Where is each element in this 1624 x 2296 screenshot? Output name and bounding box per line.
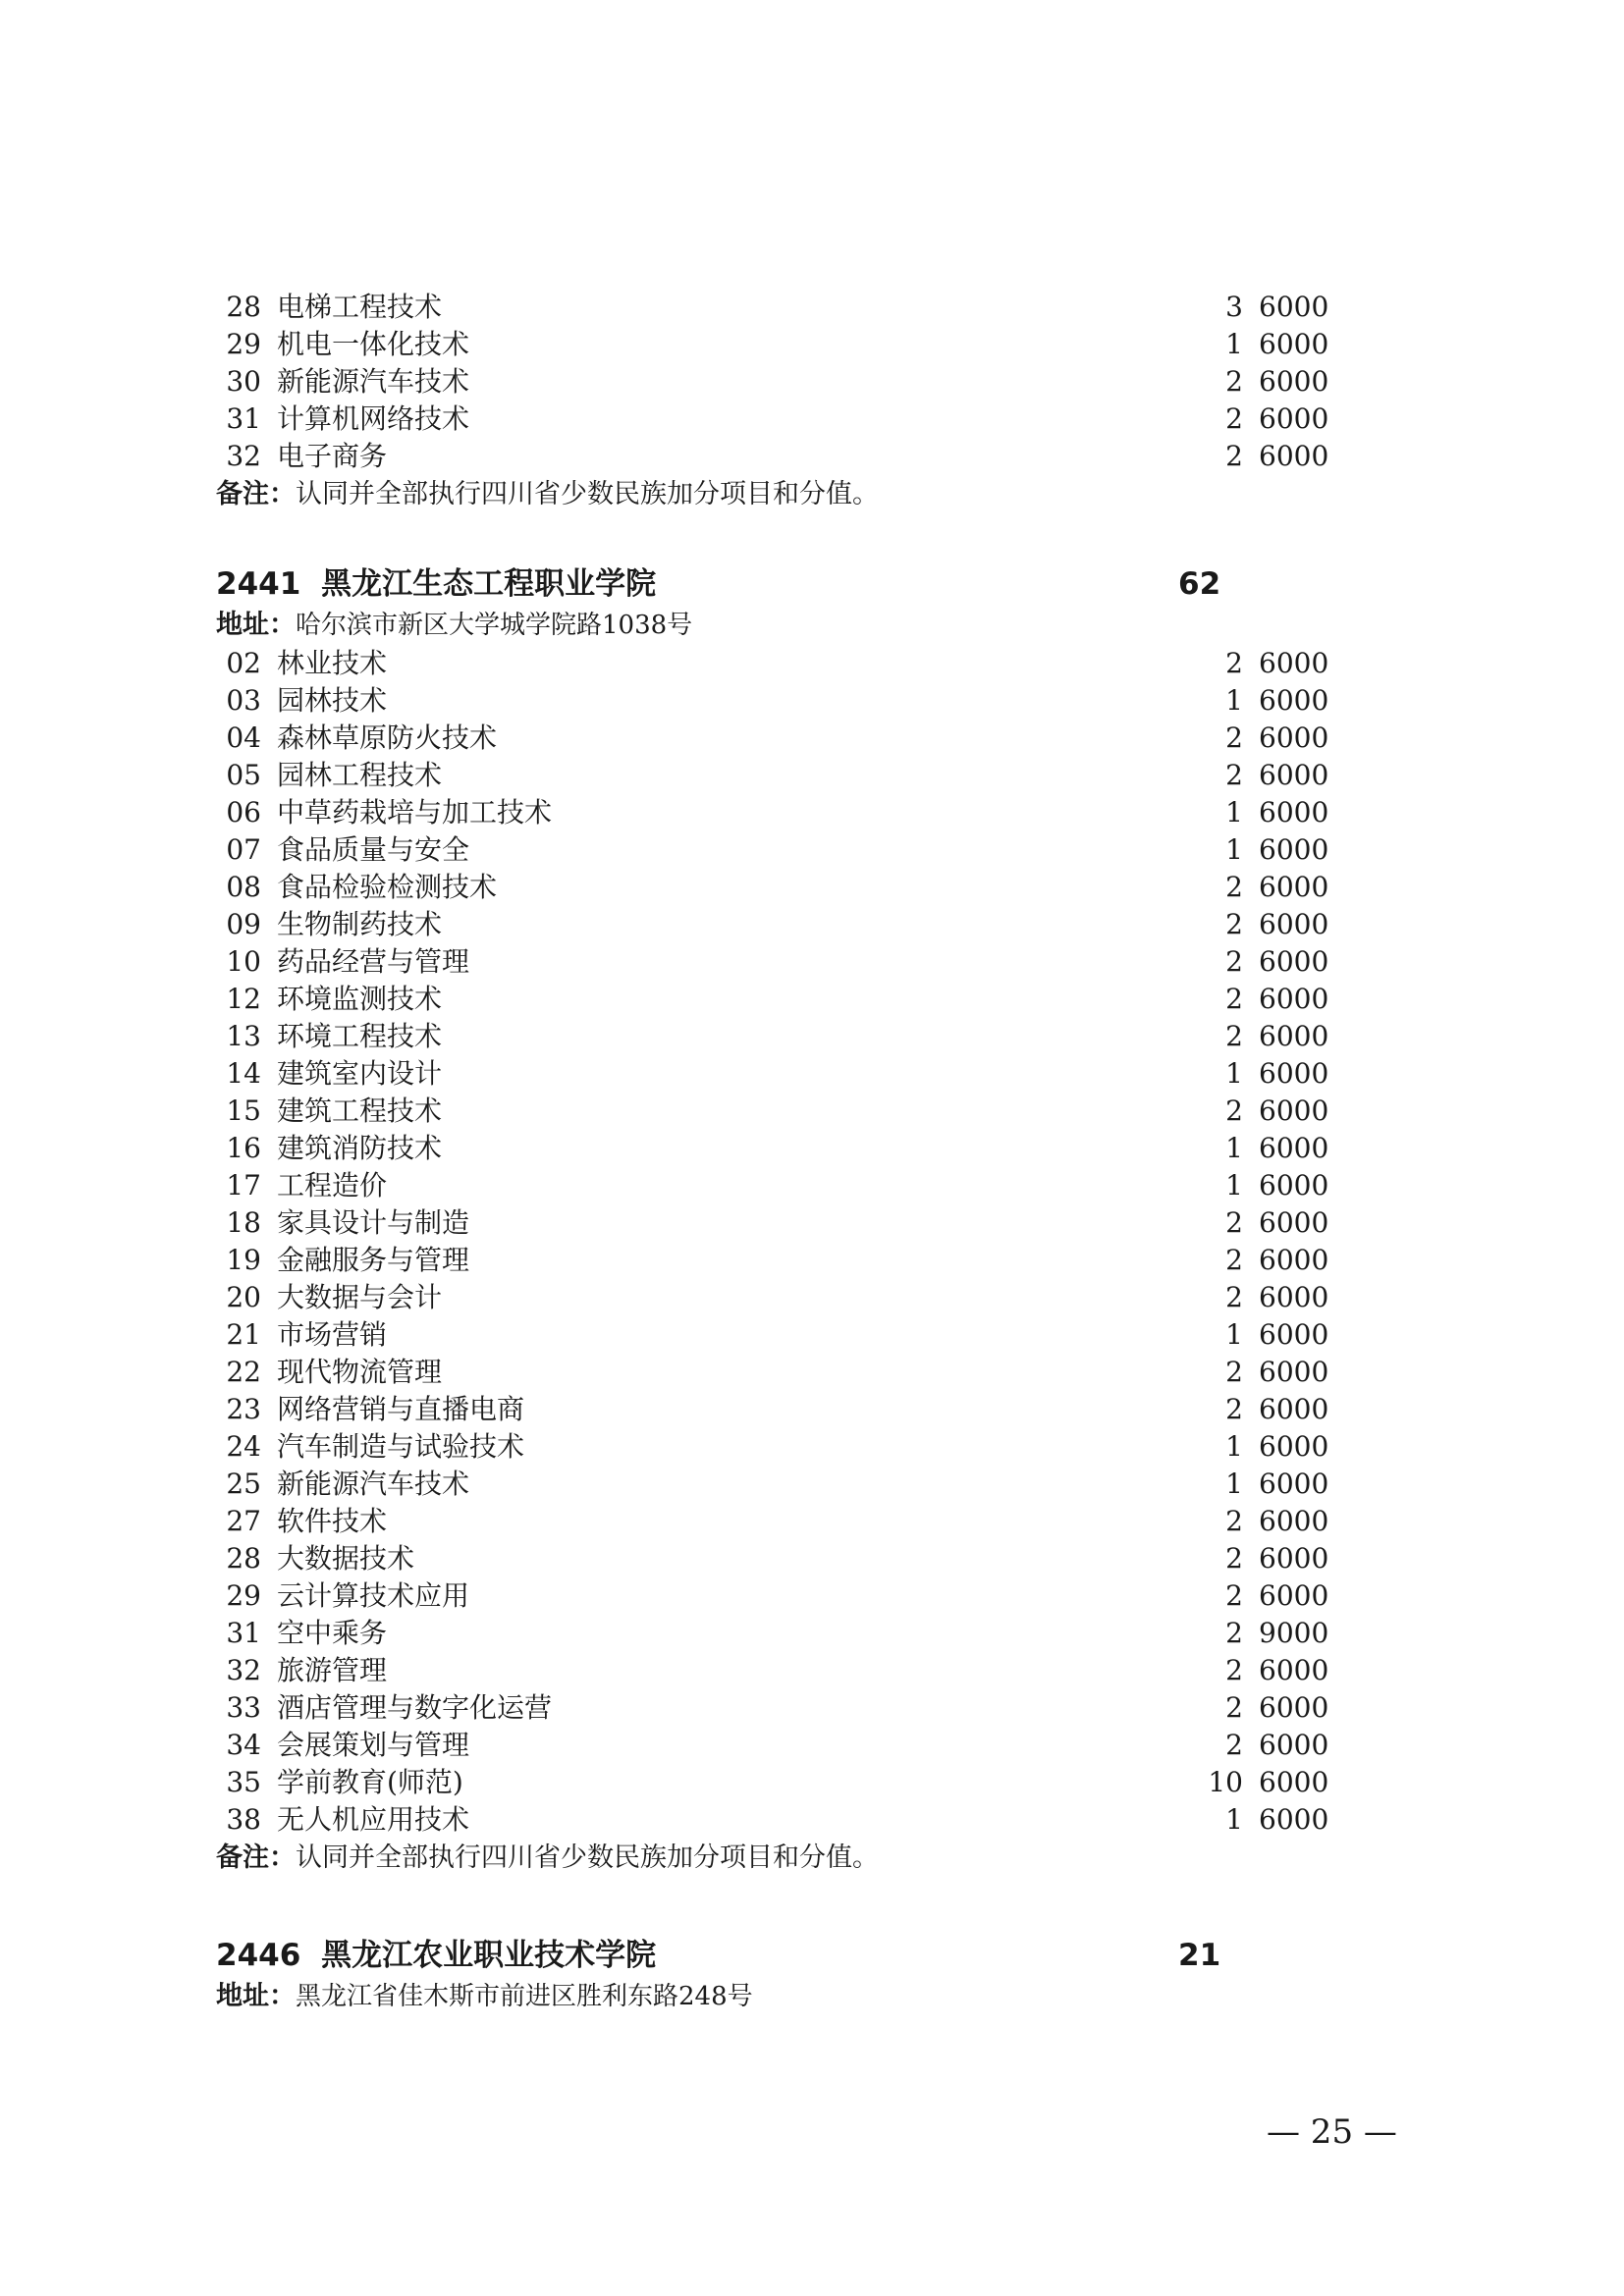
major-name: 机电一体化技术 — [277, 328, 470, 360]
major-list — [218, 645, 1347, 1839]
major-row — [218, 1540, 1347, 1577]
major-row — [218, 400, 1347, 438]
major-fee: 6000 — [1259, 833, 1329, 866]
major-code: 15 — [226, 1095, 261, 1127]
major-code: 06 — [226, 796, 261, 828]
major-name: 汽车制造与试验技术 — [277, 1430, 525, 1463]
major-fee: 6000 — [1259, 1729, 1329, 1761]
major-fee: 6000 — [1259, 759, 1329, 791]
page-number: — 25 — — [1267, 2112, 1397, 2152]
major-code: 28 — [226, 291, 261, 323]
major-count: 2 — [1225, 1393, 1243, 1425]
major-name: 旅游管理 — [277, 1654, 388, 1686]
remark-label: 备注： — [216, 479, 296, 509]
major-name: 计算机网络技术 — [277, 402, 470, 435]
major-name: 会展策划与管理 — [277, 1729, 470, 1761]
major-row — [218, 1503, 1347, 1540]
major-row — [218, 1466, 1347, 1503]
major-code: 14 — [226, 1057, 261, 1090]
major-count: 1 — [1225, 1318, 1243, 1351]
section-continuation — [218, 289, 1347, 514]
major-fee: 6000 — [1259, 1542, 1329, 1575]
major-fee: 6000 — [1259, 945, 1329, 978]
major-name: 中草药栽培与加工技术 — [277, 796, 553, 828]
major-count: 1 — [1225, 833, 1243, 866]
major-name: 食品检验检测技术 — [277, 871, 498, 903]
major-count: 1 — [1225, 1169, 1243, 1201]
address-label: 地址： — [216, 610, 296, 640]
major-count: 2 — [1225, 1095, 1243, 1127]
major-row — [218, 1577, 1347, 1615]
major-row — [218, 1801, 1347, 1839]
major-name: 无人机应用技术 — [277, 1803, 470, 1836]
major-name: 建筑室内设计 — [277, 1057, 443, 1090]
major-code: 09 — [226, 908, 261, 940]
major-code: 31 — [226, 1617, 261, 1649]
major-count: 2 — [1225, 1542, 1243, 1575]
major-count: 2 — [1225, 440, 1243, 472]
major-fee: 6000 — [1259, 1281, 1329, 1313]
major-count: 2 — [1225, 1579, 1243, 1612]
major-row — [218, 1279, 1347, 1316]
major-fee: 6000 — [1259, 1505, 1329, 1537]
major-count: 2 — [1225, 1505, 1243, 1537]
major-count: 2 — [1225, 1617, 1243, 1649]
major-code: 31 — [226, 402, 261, 435]
major-code: 07 — [226, 833, 261, 866]
major-code: 10 — [226, 945, 261, 978]
major-fee: 6000 — [1259, 1057, 1329, 1090]
major-fee: 6000 — [1259, 1318, 1329, 1351]
major-count: 2 — [1225, 1206, 1243, 1239]
major-name: 工程造价 — [277, 1169, 388, 1201]
major-fee: 6000 — [1259, 1206, 1329, 1239]
major-count: 2 — [1225, 908, 1243, 940]
major-name: 空中乘务 — [277, 1617, 388, 1649]
major-count: 2 — [1225, 945, 1243, 978]
major-row — [218, 326, 1347, 363]
remark-text: 认同并全部执行四川省少数民族加分项目和分值。 — [296, 479, 879, 509]
major-name: 药品经营与管理 — [277, 945, 470, 978]
major-fee: 6000 — [1259, 1393, 1329, 1425]
major-code: 08 — [226, 871, 261, 903]
major-fee: 6000 — [1259, 1356, 1329, 1388]
address-label: 地址： — [216, 1981, 296, 2011]
major-count: 1 — [1225, 1057, 1243, 1090]
school-plan-count: 21 — [1178, 1938, 1221, 1973]
major-code: 19 — [226, 1244, 261, 1276]
remark-label: 备注： — [216, 1842, 296, 1873]
major-name: 环境监测技术 — [277, 983, 443, 1015]
major-row — [218, 682, 1347, 720]
major-name: 生物制药技术 — [277, 908, 443, 940]
major-name: 园林工程技术 — [277, 759, 443, 791]
major-row — [218, 438, 1347, 475]
major-count: 2 — [1225, 1281, 1243, 1313]
major-name: 市场营销 — [277, 1318, 388, 1351]
major-fee: 6000 — [1259, 1020, 1329, 1052]
major-code: 20 — [226, 1281, 261, 1313]
major-name: 电子商务 — [277, 440, 388, 472]
major-fee: 6000 — [1259, 1654, 1329, 1686]
major-fee: 6000 — [1259, 1579, 1329, 1612]
school-name: 黑龙江农业职业技术学院 — [321, 1938, 657, 1973]
major-name: 云计算技术应用 — [277, 1579, 470, 1612]
major-row — [218, 1018, 1347, 1055]
major-row — [218, 981, 1347, 1018]
address-text: 黑龙江省佳木斯市前进区胜利东路248号 — [296, 1982, 753, 2011]
major-count: 1 — [1225, 328, 1243, 360]
major-row — [218, 1615, 1347, 1652]
school-address — [216, 1977, 1347, 2016]
major-code: 27 — [226, 1505, 261, 1537]
major-row — [218, 757, 1347, 794]
major-row — [218, 1354, 1347, 1391]
major-fee: 6000 — [1259, 684, 1329, 717]
major-fee: 6000 — [1259, 1169, 1329, 1201]
major-code: 13 — [226, 1020, 261, 1052]
remark — [216, 475, 1347, 514]
major-row — [218, 1764, 1347, 1801]
major-name: 酒店管理与数字化运营 — [277, 1691, 553, 1724]
major-code: 29 — [226, 1579, 261, 1612]
major-name: 学前教育(师范) — [277, 1766, 463, 1798]
major-row — [218, 1167, 1347, 1204]
remark-text: 认同并全部执行四川省少数民族加分项目和分值。 — [296, 1842, 879, 1873]
major-name: 林业技术 — [277, 647, 388, 679]
major-count: 1 — [1225, 684, 1243, 717]
major-code: 03 — [226, 684, 261, 717]
major-count: 2 — [1225, 983, 1243, 1015]
major-row — [218, 289, 1347, 326]
school-code: 2446 — [216, 1938, 301, 1973]
major-name: 电梯工程技术 — [277, 291, 443, 323]
major-fee: 6000 — [1259, 796, 1329, 828]
major-code: 32 — [226, 440, 261, 472]
major-name: 建筑工程技术 — [277, 1095, 443, 1127]
major-name: 新能源汽车技术 — [277, 1468, 470, 1500]
major-row — [218, 869, 1347, 906]
major-code: 12 — [226, 983, 261, 1015]
major-code: 29 — [226, 328, 261, 360]
major-row — [218, 1093, 1347, 1130]
major-fee: 6000 — [1259, 291, 1329, 323]
major-count: 3 — [1225, 291, 1243, 323]
major-name: 金融服务与管理 — [277, 1244, 470, 1276]
major-fee: 6000 — [1259, 1766, 1329, 1798]
school-plan-count: 62 — [1178, 566, 1221, 602]
major-row — [218, 794, 1347, 831]
major-name: 软件技术 — [277, 1505, 388, 1537]
major-fee: 6000 — [1259, 1132, 1329, 1164]
major-row — [218, 1689, 1347, 1727]
major-count: 2 — [1225, 365, 1243, 398]
major-row — [218, 943, 1347, 981]
major-fee: 6000 — [1259, 1468, 1329, 1500]
school-code: 2441 — [216, 566, 301, 602]
major-count: 2 — [1225, 871, 1243, 903]
major-fee: 9000 — [1259, 1617, 1329, 1649]
major-row — [218, 1391, 1347, 1428]
major-count: 1 — [1225, 1430, 1243, 1463]
major-row — [218, 831, 1347, 869]
major-count: 2 — [1225, 1691, 1243, 1724]
major-count: 1 — [1225, 1132, 1243, 1164]
major-fee: 6000 — [1259, 983, 1329, 1015]
major-name: 建筑消防技术 — [277, 1132, 443, 1164]
major-code: 21 — [226, 1318, 261, 1351]
major-row — [218, 1652, 1347, 1689]
major-code: 33 — [226, 1691, 261, 1724]
major-row — [218, 1242, 1347, 1279]
major-code: 22 — [226, 1356, 261, 1388]
major-row — [218, 720, 1347, 757]
major-name: 新能源汽车技术 — [277, 365, 470, 398]
major-count: 1 — [1225, 1468, 1243, 1500]
major-row — [218, 1204, 1347, 1242]
major-code: 02 — [226, 647, 261, 679]
major-count: 2 — [1225, 1356, 1243, 1388]
major-code: 04 — [226, 721, 261, 754]
major-code: 30 — [226, 365, 261, 398]
major-name: 家具设计与制造 — [277, 1206, 470, 1239]
school-heading — [216, 1934, 1347, 1977]
major-fee: 6000 — [1259, 1803, 1329, 1836]
major-count: 2 — [1225, 402, 1243, 435]
major-name: 大数据技术 — [277, 1542, 415, 1575]
major-fee: 6000 — [1259, 440, 1329, 472]
major-name: 网络营销与直播电商 — [277, 1393, 525, 1425]
major-name: 环境工程技术 — [277, 1020, 443, 1052]
address-text: 哈尔滨市新区大学城学院路1038号 — [296, 611, 693, 640]
major-count: 2 — [1225, 721, 1243, 754]
major-row — [218, 1055, 1347, 1093]
major-code: 24 — [226, 1430, 261, 1463]
major-count: 2 — [1225, 759, 1243, 791]
major-code: 25 — [226, 1468, 261, 1500]
major-count: 1 — [1225, 796, 1243, 828]
major-row — [218, 1130, 1347, 1167]
major-fee: 6000 — [1259, 328, 1329, 360]
major-name: 森林草原防火技术 — [277, 721, 498, 754]
major-code: 23 — [226, 1393, 261, 1425]
school-2446 — [218, 1934, 1347, 2016]
major-row — [218, 1428, 1347, 1466]
major-code: 34 — [226, 1729, 261, 1761]
major-list — [218, 289, 1347, 475]
remark — [216, 1839, 1347, 1878]
major-row — [218, 363, 1347, 400]
major-count: 2 — [1225, 1244, 1243, 1276]
major-fee: 6000 — [1259, 1430, 1329, 1463]
major-row — [218, 906, 1347, 943]
major-fee: 6000 — [1259, 871, 1329, 903]
major-name: 园林技术 — [277, 684, 388, 717]
school-address — [216, 606, 1347, 645]
major-code: 17 — [226, 1169, 261, 1201]
major-fee: 6000 — [1259, 647, 1329, 679]
major-fee: 6000 — [1259, 908, 1329, 940]
major-row — [218, 1727, 1347, 1764]
major-count: 1 — [1225, 1803, 1243, 1836]
major-name: 大数据与会计 — [277, 1281, 443, 1313]
major-count: 2 — [1225, 647, 1243, 679]
major-fee: 6000 — [1259, 1095, 1329, 1127]
major-code: 32 — [226, 1654, 261, 1686]
major-code: 28 — [226, 1542, 261, 1575]
school-heading — [216, 562, 1347, 606]
major-count: 2 — [1225, 1729, 1243, 1761]
major-code: 18 — [226, 1206, 261, 1239]
school-2441 — [218, 562, 1347, 1878]
major-fee: 6000 — [1259, 402, 1329, 435]
major-count: 10 — [1208, 1766, 1243, 1798]
major-row — [218, 645, 1347, 682]
major-count: 2 — [1225, 1020, 1243, 1052]
major-fee: 6000 — [1259, 365, 1329, 398]
major-code: 16 — [226, 1132, 261, 1164]
major-name: 现代物流管理 — [277, 1356, 443, 1388]
major-code: 38 — [226, 1803, 261, 1836]
major-name: 食品质量与安全 — [277, 833, 470, 866]
major-row — [218, 1316, 1347, 1354]
major-code: 05 — [226, 759, 261, 791]
major-count: 2 — [1225, 1654, 1243, 1686]
major-fee: 6000 — [1259, 721, 1329, 754]
major-fee: 6000 — [1259, 1691, 1329, 1724]
major-code: 35 — [226, 1766, 261, 1798]
school-name: 黑龙江生态工程职业学院 — [321, 566, 657, 602]
major-fee: 6000 — [1259, 1244, 1329, 1276]
